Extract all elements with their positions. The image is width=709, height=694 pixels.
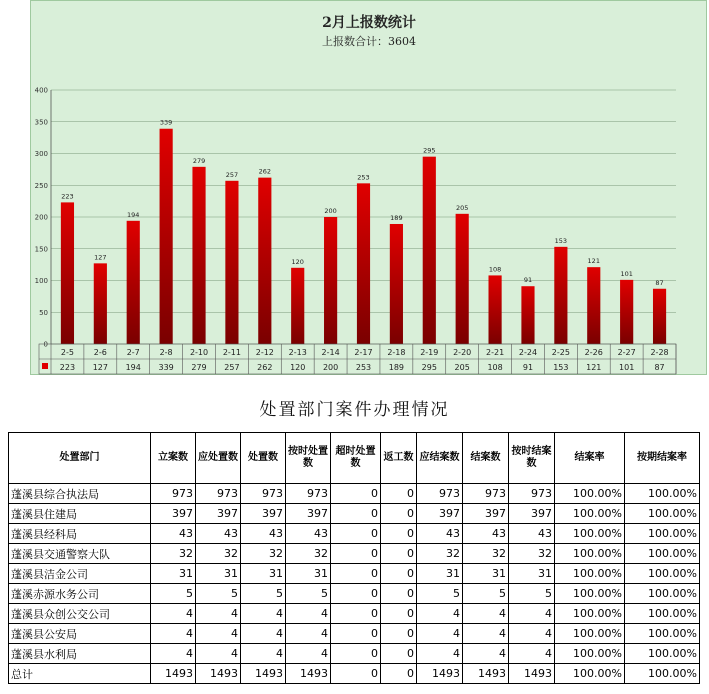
department-table — [8, 432, 700, 684]
bar-2-26 — [587, 267, 600, 344]
x-tick-label: 2-12 — [255, 348, 274, 357]
data-table-value: 153 — [553, 363, 569, 372]
table-cell: 4 — [417, 604, 463, 624]
data-label: 91 — [523, 276, 533, 285]
table-cell: 1493 — [151, 664, 196, 684]
data-table-value: 253 — [355, 363, 372, 372]
table-cell: 0 — [381, 584, 417, 604]
chart-title: 2月上报数统计 — [322, 15, 416, 31]
data-label: 257 — [225, 170, 239, 179]
bar-2-27 — [620, 280, 633, 344]
data-label: 339 — [159, 118, 173, 127]
table-cell: 973 — [196, 484, 241, 504]
table-row — [9, 484, 700, 504]
department-name: 蓬溪县经科局 — [9, 524, 151, 544]
bar-2-19 — [423, 157, 436, 344]
table-cell: 4 — [463, 624, 509, 644]
data-table-value: 262 — [257, 363, 273, 372]
table-cell: 5 — [463, 584, 509, 604]
table-cell: 4 — [196, 644, 241, 664]
department-name: 蓬溪赤源水务公司 — [9, 584, 151, 604]
bar-2-17 — [357, 183, 370, 344]
table-body — [9, 484, 700, 684]
table-cell: 100.00% — [625, 504, 700, 524]
x-tick-label: 2-5 — [60, 348, 74, 357]
table-cell: 4 — [463, 644, 509, 664]
chart-panel — [30, 0, 707, 375]
table-cell: 4 — [286, 644, 331, 664]
bar-2-21 — [489, 275, 502, 344]
table-cell: 43 — [196, 524, 241, 544]
data-table-value: 205 — [454, 363, 470, 372]
table-cell: 0 — [381, 484, 417, 504]
x-tick-label: 2-27 — [617, 348, 636, 357]
table-cell: 31 — [509, 564, 555, 584]
table-cell: 4 — [509, 644, 555, 664]
table-cell: 4 — [241, 644, 286, 664]
x-tick-label: 2-21 — [486, 348, 505, 357]
table-cell: 100.00% — [555, 524, 625, 544]
table-cell: 0 — [381, 504, 417, 524]
table-cell: 100.00% — [555, 664, 625, 684]
bar-chart — [31, 1, 708, 376]
column-header: 按时结案数 — [509, 433, 555, 484]
table-cell: 43 — [463, 524, 509, 544]
table-cell: 43 — [286, 524, 331, 544]
table-cell: 397 — [151, 504, 196, 524]
table-cell: 0 — [381, 544, 417, 564]
y-tick-label: 200 — [34, 213, 48, 222]
x-tick-label: 2-11 — [222, 348, 241, 357]
table-cell: 100.00% — [625, 644, 700, 664]
table-cell: 5 — [509, 584, 555, 604]
table-cell: 0 — [331, 524, 381, 544]
bar-2-5 — [61, 202, 74, 344]
table-row — [9, 644, 700, 664]
table-cell: 32 — [463, 544, 509, 564]
bar-2-11 — [225, 181, 238, 344]
table-cell: 5 — [151, 584, 196, 604]
table-cell: 31 — [196, 564, 241, 584]
table-cell: 100.00% — [625, 624, 700, 644]
table-cell: 4 — [286, 624, 331, 644]
table-cell: 1493 — [463, 664, 509, 684]
table-cell: 0 — [381, 624, 417, 644]
column-header: 立案数 — [151, 433, 196, 484]
table-cell: 43 — [509, 524, 555, 544]
table-cell: 100.00% — [555, 504, 625, 524]
table-row — [9, 564, 700, 584]
department-name: 蓬溪县公安局 — [9, 624, 151, 644]
table-cell: 0 — [331, 624, 381, 644]
department-name: 蓬溪县众创公交公司 — [9, 604, 151, 624]
table-cell: 100.00% — [625, 664, 700, 684]
table-title: 处置部门案件办理情况 — [259, 400, 450, 420]
data-label: 253 — [357, 173, 370, 182]
table-cell: 1493 — [196, 664, 241, 684]
y-tick-label: 100 — [34, 277, 48, 285]
table-cell: 32 — [151, 544, 196, 564]
table-row — [9, 584, 700, 604]
data-table-value: 189 — [388, 363, 405, 372]
table-cell: 973 — [417, 484, 463, 504]
data-label: 200 — [324, 207, 337, 215]
column-header: 按时处置数 — [286, 433, 331, 484]
table-cell: 43 — [151, 524, 196, 544]
department-name: 蓬溪县洁金公司 — [9, 564, 151, 584]
x-tick-label: 2-20 — [453, 348, 472, 357]
x-tick-label: 2-13 — [288, 348, 307, 357]
data-label: 108 — [488, 265, 502, 274]
table-cell: 5 — [241, 584, 286, 604]
column-header: 结案率 — [555, 433, 625, 484]
data-label: 189 — [390, 213, 403, 222]
table-cell: 5 — [286, 584, 331, 604]
table-cell: 32 — [286, 544, 331, 564]
column-header: 按期结案率 — [625, 433, 700, 484]
table-row — [9, 604, 700, 624]
table-header-row — [9, 433, 700, 484]
table-cell: 4 — [417, 644, 463, 664]
table-row — [9, 664, 700, 684]
y-tick-label: 300 — [34, 150, 48, 158]
table-cell: 0 — [381, 644, 417, 664]
legend-swatch — [42, 363, 48, 369]
table-cell: 32 — [509, 544, 555, 564]
table-cell: 397 — [196, 504, 241, 524]
column-header: 应处置数 — [196, 433, 241, 484]
department-name: 蓬溪县水利局 — [9, 644, 151, 664]
table-cell: 4 — [417, 624, 463, 644]
table-row — [9, 524, 700, 544]
table-cell: 397 — [286, 504, 331, 524]
table-cell: 0 — [331, 584, 381, 604]
table-cell: 0 — [331, 644, 381, 664]
department-name: 蓬溪县综合执法局 — [9, 484, 151, 504]
data-label: 121 — [587, 257, 600, 266]
table-row — [9, 504, 700, 524]
table-cell: 100.00% — [625, 484, 700, 504]
table-cell: 100.00% — [625, 544, 700, 564]
data-table-value: 223 — [59, 363, 76, 372]
table-cell: 4 — [196, 604, 241, 624]
data-table-value: 87 — [654, 363, 665, 372]
data-label: 262 — [258, 167, 272, 176]
table-cell: 0 — [331, 544, 381, 564]
bar-2-8 — [160, 129, 173, 344]
department-name: 蓬溪县住建局 — [9, 504, 151, 524]
table-cell: 0 — [381, 664, 417, 684]
table-cell: 31 — [463, 564, 509, 584]
bar-2-13 — [291, 268, 304, 344]
table-cell: 100.00% — [555, 604, 625, 624]
data-label: 101 — [620, 269, 633, 278]
table-cell: 4 — [151, 604, 196, 624]
x-tick-label: 2-8 — [159, 348, 173, 357]
data-table-value: 101 — [619, 363, 635, 372]
x-tick-label: 2-7 — [126, 348, 140, 357]
x-tick-label: 2-6 — [93, 348, 107, 357]
department-name: 蓬溪县交通警察大队 — [9, 544, 151, 564]
data-label: 87 — [655, 278, 664, 287]
y-tick-label: 400 — [34, 86, 48, 95]
data-table-value: 91 — [522, 363, 534, 372]
table-row — [9, 624, 700, 644]
table-cell: 0 — [331, 604, 381, 624]
data-table-value: 339 — [158, 363, 174, 372]
x-tick-label: 2-17 — [354, 348, 373, 357]
table-cell: 43 — [417, 524, 463, 544]
table-cell: 100.00% — [555, 644, 625, 664]
table-cell: 32 — [241, 544, 286, 564]
table-cell: 31 — [417, 564, 463, 584]
table-cell: 4 — [509, 624, 555, 644]
data-table-value: 127 — [92, 363, 108, 372]
x-tick-label: 2-28 — [650, 348, 669, 357]
x-tick-label: 2-25 — [551, 348, 570, 357]
table-cell: 973 — [241, 484, 286, 504]
table-cell: 397 — [241, 504, 286, 524]
column-header: 处置数 — [241, 433, 286, 484]
table-cell: 32 — [196, 544, 241, 564]
table-row — [9, 544, 700, 564]
table-cell: 0 — [331, 504, 381, 524]
bar-2-7 — [127, 221, 140, 344]
x-tick-label: 2-24 — [518, 348, 538, 357]
table-cell: 0 — [381, 524, 417, 544]
table-cell: 0 — [331, 484, 381, 504]
x-tick-label: 2-18 — [387, 348, 406, 357]
table-cell: 5 — [196, 584, 241, 604]
y-tick-label: 350 — [34, 118, 48, 127]
table-cell: 100.00% — [555, 584, 625, 604]
x-tick-label: 2-10 — [189, 348, 209, 357]
table-cell: 100.00% — [555, 564, 625, 584]
data-label: 153 — [554, 236, 568, 245]
bar-2-25 — [554, 247, 567, 344]
table-cell: 32 — [417, 544, 463, 564]
table-cell: 1493 — [509, 664, 555, 684]
bar-2-6 — [94, 263, 107, 344]
data-table-value: 295 — [421, 363, 437, 372]
x-tick-label: 2-14 — [321, 348, 340, 357]
data-table-value: 257 — [224, 363, 240, 372]
department-name: 总计 — [9, 664, 151, 684]
bar-2-14 — [324, 217, 337, 344]
table-cell: 4 — [286, 604, 331, 624]
table-cell: 100.00% — [625, 604, 700, 624]
table-cell: 4 — [151, 644, 196, 664]
y-tick-label: 250 — [34, 181, 48, 190]
data-table-value: 121 — [586, 363, 602, 372]
table-cell: 4 — [151, 624, 196, 644]
table-cell: 973 — [151, 484, 196, 504]
table-cell: 100.00% — [625, 564, 700, 584]
table-cell: 31 — [151, 564, 196, 584]
data-label: 120 — [291, 257, 304, 266]
bar-2-12 — [258, 178, 271, 344]
data-label: 127 — [94, 253, 107, 262]
bar-2-24 — [521, 286, 534, 344]
y-tick-label: 0 — [43, 340, 48, 349]
bar-2-10 — [192, 167, 205, 344]
table-cell: 397 — [509, 504, 555, 524]
column-header: 应结案数 — [417, 433, 463, 484]
table-cell: 100.00% — [555, 484, 625, 504]
table-cell: 100.00% — [555, 544, 625, 564]
data-label: 194 — [127, 210, 140, 219]
table-cell: 4 — [241, 624, 286, 644]
column-header: 超时处置数 — [331, 433, 381, 484]
bar-2-20 — [456, 214, 469, 344]
table-cell: 100.00% — [555, 624, 625, 644]
table-cell: 1493 — [417, 664, 463, 684]
data-label: 223 — [61, 192, 74, 201]
table-cell: 1493 — [286, 664, 331, 684]
data-table-value: 279 — [191, 363, 207, 372]
table-cell: 0 — [381, 604, 417, 624]
data-table-value: 194 — [125, 363, 141, 372]
table-cell: 5 — [417, 584, 463, 604]
table-cell: 397 — [463, 504, 509, 524]
table-cell: 973 — [509, 484, 555, 504]
data-table-value: 200 — [322, 363, 339, 372]
table-cell: 1493 — [241, 664, 286, 684]
table-cell: 973 — [463, 484, 509, 504]
table-cell: 973 — [286, 484, 331, 504]
y-tick-label: 50 — [39, 308, 48, 317]
table-cell: 0 — [381, 564, 417, 584]
table-cell: 4 — [196, 624, 241, 644]
table-cell: 0 — [331, 664, 381, 684]
table-cell: 397 — [417, 504, 463, 524]
data-label: 205 — [455, 203, 469, 212]
chart-subtitle: 上报数合计：3604 — [322, 35, 416, 48]
table-cell: 4 — [241, 604, 286, 624]
table-cell: 100.00% — [625, 524, 700, 544]
data-table-value: 120 — [290, 363, 306, 372]
table-cell: 31 — [286, 564, 331, 584]
x-tick-label: 2-26 — [584, 348, 603, 357]
bar-2-28 — [653, 289, 666, 344]
column-header: 返工数 — [381, 433, 417, 484]
data-label: 279 — [192, 156, 206, 165]
table-cell: 31 — [241, 564, 286, 584]
x-tick-label: 2-19 — [420, 348, 439, 357]
table-cell: 43 — [241, 524, 286, 544]
column-header: 结案数 — [463, 433, 509, 484]
bar-2-18 — [390, 224, 403, 344]
column-header: 处置部门 — [9, 433, 151, 484]
y-tick-label: 150 — [34, 245, 48, 254]
table-cell: 4 — [463, 604, 509, 624]
table-cell: 100.00% — [625, 584, 700, 604]
table-cell: 0 — [331, 564, 381, 584]
data-label: 295 — [423, 146, 436, 155]
table-cell: 4 — [509, 604, 555, 624]
data-table-value: 108 — [487, 363, 503, 372]
